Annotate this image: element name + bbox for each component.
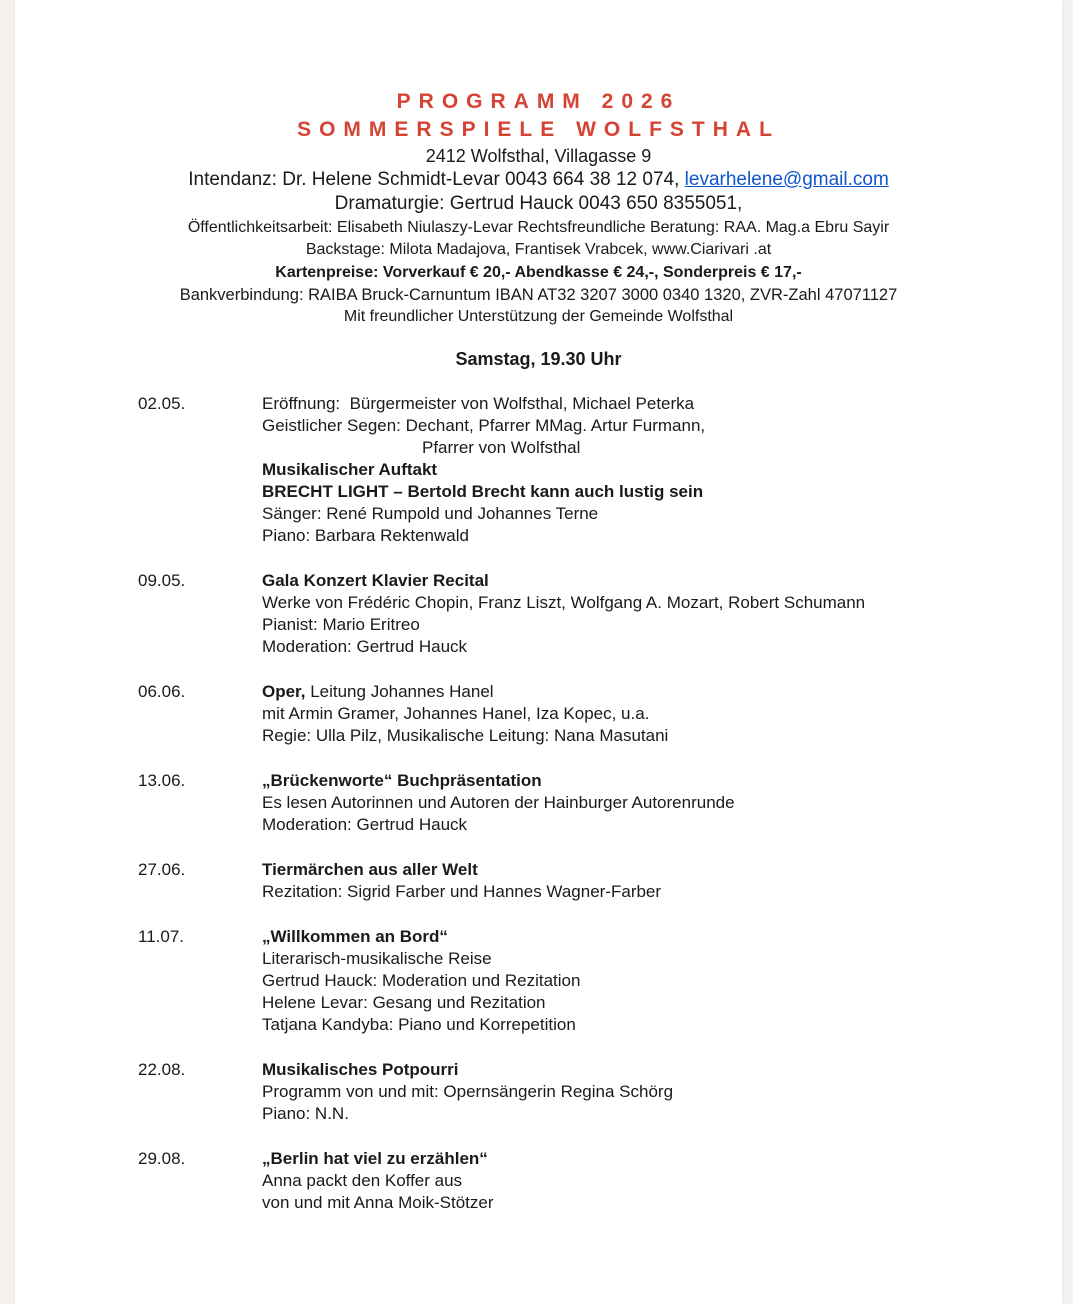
event-details xyxy=(262,393,1062,547)
intendanz-line xyxy=(15,168,1062,192)
event-text-line: Piano: Barbara Rektenwald xyxy=(262,526,469,545)
event-text-line: Werke von Frédéric Chopin, Franz Liszt, Wolfgang A. Mozart, Robert Schumann xyxy=(262,593,866,612)
event-row xyxy=(138,926,1062,1036)
event-text-line: Literarisch-musikalische Reise xyxy=(262,949,492,968)
event-details xyxy=(262,859,1062,903)
event-text-line: Programm von und mit: Opernsängerin Regina Schörg xyxy=(262,1082,674,1101)
document-page xyxy=(15,0,1062,1304)
event-text-line: Rezitation: Sigrid Farber und Hannes Wagner-Farber xyxy=(262,882,662,901)
event-text-line: Oper, Leitung Johannes Hanel xyxy=(262,682,494,701)
event-details xyxy=(262,1148,1062,1214)
event-text-line: Anna packt den Koffer aus xyxy=(262,1171,463,1190)
event-date: 11.07. xyxy=(138,927,185,946)
event-text-line: Gertrud Hauck: Moderation und Rezitation xyxy=(262,971,581,990)
dramaturgie-line: Dramaturgie: Gertrud Hauck 0043 650 8355051, xyxy=(334,193,743,214)
event-text-line: von und mit Anna Moik-Stötzer xyxy=(262,1193,494,1212)
event-date: 02.05. xyxy=(138,394,186,413)
event-text-line: Tatjana Kandyba: Piano und Korrepetition xyxy=(262,1015,576,1034)
event-title-line: „Berlin hat viel zu erzählen“ xyxy=(262,1149,488,1168)
event-text-line: Es lesen Autorinnen und Autoren der Hainburger Autorenrunde xyxy=(262,793,735,812)
document-header xyxy=(15,88,1062,370)
event-row xyxy=(138,859,1062,903)
event-text-line: Helene Levar: Gesang und Rezitation xyxy=(262,993,546,1012)
event-text-line: Eröffnung: Bürgermeister von Wolfsthal, Michael Peterka xyxy=(262,394,695,413)
event-row xyxy=(138,393,1062,547)
ticket-prices-line: Kartenpreise: Vorverkauf € 20,- Abendkasse € 24,-, Sonderpreis € 17,- xyxy=(275,264,802,281)
event-details xyxy=(262,770,1062,836)
schedule-heading: Samstag, 19.30 Uhr xyxy=(455,349,622,369)
event-row xyxy=(138,681,1062,747)
event-row xyxy=(138,570,1062,658)
event-date: 27.06. xyxy=(138,860,186,879)
email-link[interactable]: levarhelene@gmail.com xyxy=(684,169,889,190)
event-title-line: „Willkommen an Bord“ xyxy=(262,927,448,946)
support-note: Mit freundlicher Unterstützung der Gemeinde Wolfsthal xyxy=(343,308,734,325)
event-title-prefix: Oper, xyxy=(262,682,306,701)
event-title-line: Tiermärchen aus aller Welt xyxy=(262,860,478,879)
event-title-line: Musikalischer Auftakt xyxy=(262,460,438,479)
event-text-line: Moderation: Gertrud Hauck xyxy=(262,637,468,656)
public-relations-line: Öffentlichkeitsarbeit: Elisabeth Niulaszy-Levar Rechtsfreundliche Beratung: RAA. Mag.a Ebru Sayir xyxy=(187,219,890,236)
event-list xyxy=(15,393,1062,1214)
venue-address: 2412 Wolfsthal, Villagasse 9 xyxy=(425,146,652,166)
event-details xyxy=(262,926,1062,1036)
event-date: 22.08. xyxy=(138,1060,186,1079)
bank-details-line: Bankverbindung: RAIBA Bruck-Carnuntum IBAN AT32 3207 3000 0340 1320, ZVR-Zahl 47071127 xyxy=(179,286,898,304)
event-row xyxy=(138,1059,1062,1125)
event-title-line: Musikalisches Potpourri xyxy=(262,1060,459,1079)
page-subtitle: SOMMERSPIELE WOLFSTHAL xyxy=(297,118,780,141)
event-row xyxy=(138,1148,1062,1214)
event-text-line: mit Armin Gramer, Johannes Hanel, Iza Kopec, u.a. xyxy=(262,704,650,723)
event-date: 09.05. xyxy=(138,571,186,590)
event-text-line: Pfarrer von Wolfsthal xyxy=(422,438,581,457)
event-title-line: BRECHT LIGHT – Bertold Brecht kann auch lustig sein xyxy=(262,482,704,501)
event-date: 29.08. xyxy=(138,1149,186,1168)
page-title: PROGRAMM 2026 xyxy=(396,90,681,113)
intendanz-text: Intendanz: Dr. Helene Schmidt-Levar 0043 664 38 12 074, xyxy=(188,169,685,190)
event-details xyxy=(262,570,1062,658)
event-text-line: Geistlicher Segen: Dechant, Pfarrer MMag. Artur Furmann, xyxy=(262,416,706,435)
event-text-line: Pianist: Mario Eritreo xyxy=(262,615,420,634)
event-details xyxy=(262,1059,1062,1125)
event-row xyxy=(138,770,1062,836)
event-text-line: Regie: Ulla Pilz, Musikalische Leitung: Nana Masutani xyxy=(262,726,669,745)
event-text-line: Piano: N.N. xyxy=(262,1104,349,1123)
event-date: 13.06. xyxy=(138,771,186,790)
event-date: 06.06. xyxy=(138,682,186,701)
event-text-line: Sänger: René Rumpold und Johannes Terne xyxy=(262,504,599,523)
backstage-line: Backstage: Milota Madajova, Frantisek Vrabcek, www.Ciarivari .at xyxy=(305,241,772,258)
event-title-line: Gala Konzert Klavier Recital xyxy=(262,571,489,590)
event-text-line: Moderation: Gertrud Hauck xyxy=(262,815,468,834)
event-title-line: „Brückenworte“ Buchpräsentation xyxy=(262,771,542,790)
event-details xyxy=(262,681,1062,747)
